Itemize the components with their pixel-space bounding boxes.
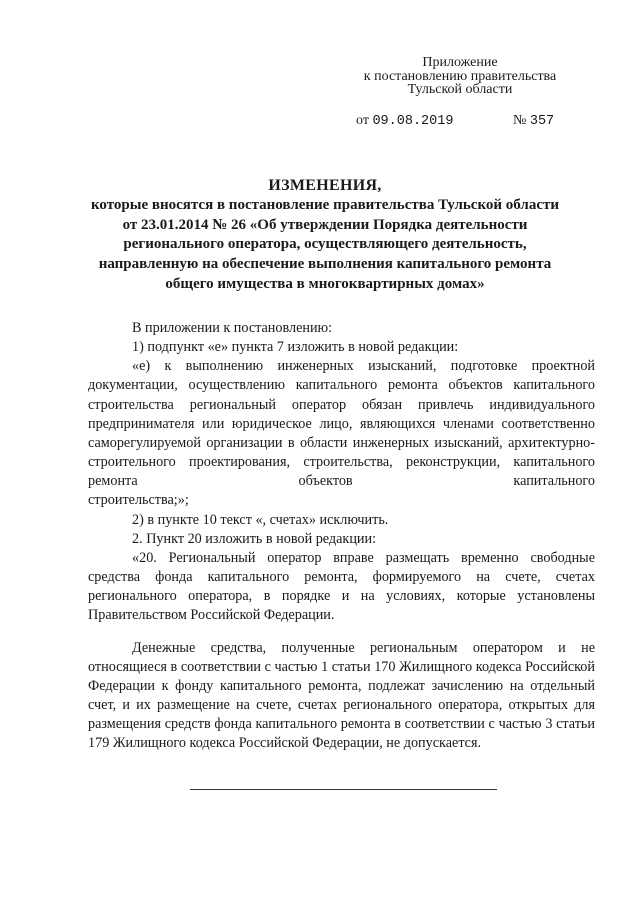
body-paragraph: 2) в пункте 10 текст «, счетах» исключить. [132, 511, 389, 528]
order-date: 09.08.2019 [372, 114, 454, 129]
heading-line: которые вносятся в постановление правительства Тульской области [90, 196, 560, 213]
body-paragraph-end: строительства;»; [88, 492, 189, 509]
order-date-line [356, 113, 453, 129]
heading-title: ИЗМЕНЕНИЯ, [268, 177, 382, 194]
body-paragraph: В приложении к постановлению: [132, 320, 333, 336]
order-from-label: от [356, 113, 369, 128]
appendix-line-1: Приложение [422, 55, 498, 70]
document-heading [80, 176, 570, 295]
body-paragraph: «е) к выполнению инженерных изысканий, подготовке проектной документации, осуществлению капитального ремонта объектов капитального строительства региональный оператор обязан привлечь индивидуального предпринимателя или юридическое лицо, являющихся членами соответственно саморегулируемой организации в области инженерных изысканий, архитектурно-строительного проектирования, строительства, реконструкции, капитального ремонта объектов капитального [88, 358, 595, 490]
closing-rule [190, 789, 497, 790]
body-paragraph: 1) подпункт «е» пункта 7 изложить в новой редакции: [132, 339, 459, 356]
body-paragraph: «20. Региональный оператор вправе размещать временно свободные средства фонда капитального ремонта, формируемого на счете, счетах регионального оператора, в порядке и на условиях, которые установлены Правительством Российской Федерации. [88, 549, 595, 624]
appendix-line-2: к постановлению правительства [363, 68, 557, 84]
body-paragraph: 2. Пункт 20 изложить в новой редакции: [132, 530, 377, 547]
order-number: 357 [529, 114, 555, 129]
heading-line: направленную на обеспечение выполнения капитального ремонта [98, 256, 552, 273]
body-paragraph: Денежные средства, полученные региональным оператором и не относящиеся в соответствии с частью 1 статьи 170 Жилищного кодекса Российской Федерации к фонду капитального ремонта, подлежат зачислению на отдельный счет, и их размещение на счете, счетах регионального оператора, открытых для размещения средств фонда капитального ремонта в соответствии с частью 3 статьи 179 Жилищного кодекса Российской Федерации, не допускается. [88, 639, 595, 752]
heading-line: общего имущества в многоквартирных домах» [165, 275, 485, 292]
order-number-label: № [513, 113, 527, 128]
appendix-block [340, 56, 580, 97]
heading-line: от 23.01.2014 № 26 «Об утверждении Порядка деятельности [122, 216, 528, 233]
appendix-line-3: Тульской области [407, 82, 513, 97]
heading-line: регионального оператора, осуществляющего деятельность, [123, 236, 527, 253]
document-body [88, 319, 595, 753]
order-number-line [513, 113, 554, 129]
